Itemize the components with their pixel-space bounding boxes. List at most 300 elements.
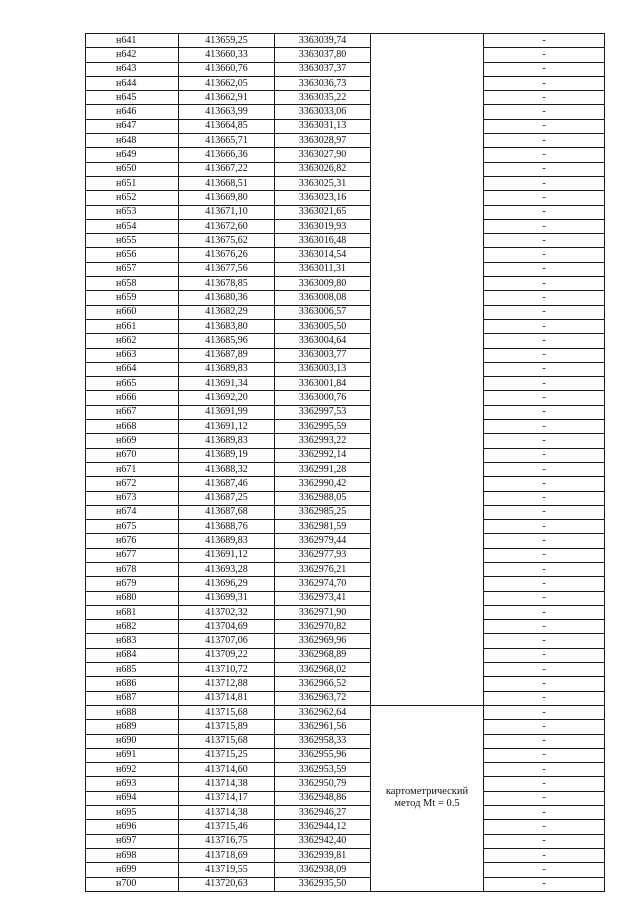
table-row — [86, 334, 605, 348]
point-name-cell: н646 — [86, 105, 179, 119]
y-coordinate-cell: 3362985,25 — [275, 505, 371, 519]
x-coordinate-cell: 413716,75 — [179, 834, 275, 848]
point-name-cell: н667 — [86, 405, 179, 419]
error-value-cell: - — [484, 391, 605, 405]
y-coordinate-cell: 3363014,54 — [275, 248, 371, 262]
method-cell — [371, 705, 484, 891]
method-cell — [371, 34, 484, 706]
x-coordinate-cell: 413680,36 — [179, 291, 275, 305]
x-coordinate-cell: 413663,99 — [179, 105, 275, 119]
error-value-cell: - — [484, 748, 605, 762]
y-coordinate-cell: 3363019,93 — [275, 219, 371, 233]
table-row — [86, 548, 605, 562]
error-value-cell: - — [484, 219, 605, 233]
y-coordinate-cell: 3363027,90 — [275, 148, 371, 162]
table-row — [86, 663, 605, 677]
table-row — [86, 291, 605, 305]
error-value-cell: - — [484, 205, 605, 219]
error-value-cell: - — [484, 777, 605, 791]
y-coordinate-cell: 3363003,77 — [275, 348, 371, 362]
y-coordinate-cell: 3363039,74 — [275, 34, 371, 48]
y-coordinate-cell: 3362979,44 — [275, 534, 371, 548]
x-coordinate-cell: 413671,10 — [179, 205, 275, 219]
y-coordinate-cell: 3362944,12 — [275, 820, 371, 834]
error-value-cell: - — [484, 105, 605, 119]
error-value-cell: - — [484, 119, 605, 133]
y-coordinate-cell: 3363006,57 — [275, 305, 371, 319]
point-name-cell: н689 — [86, 720, 179, 734]
x-coordinate-cell: 413685,96 — [179, 334, 275, 348]
point-name-cell: н671 — [86, 462, 179, 476]
x-coordinate-cell: 413714,38 — [179, 777, 275, 791]
x-coordinate-cell: 413707,06 — [179, 634, 275, 648]
table-row — [86, 391, 605, 405]
y-coordinate-cell: 3363009,80 — [275, 277, 371, 291]
x-coordinate-cell: 413714,81 — [179, 691, 275, 705]
table-row — [86, 691, 605, 705]
x-coordinate-cell: 413704,69 — [179, 620, 275, 634]
x-coordinate-cell: 413715,25 — [179, 748, 275, 762]
table-row — [86, 119, 605, 133]
point-name-cell: н651 — [86, 176, 179, 190]
x-coordinate-cell: 413715,68 — [179, 705, 275, 719]
y-coordinate-cell: 3362939,81 — [275, 848, 371, 862]
point-name-cell: н683 — [86, 634, 179, 648]
table-row — [86, 806, 605, 820]
table-row — [86, 505, 605, 519]
error-value-cell: - — [484, 820, 605, 834]
table-row — [86, 591, 605, 605]
error-value-cell: - — [484, 634, 605, 648]
error-value-cell: - — [484, 162, 605, 176]
y-coordinate-cell: 3362995,59 — [275, 420, 371, 434]
error-value-cell: - — [484, 291, 605, 305]
point-name-cell: н643 — [86, 62, 179, 76]
error-value-cell: - — [484, 677, 605, 691]
x-coordinate-cell: 413693,28 — [179, 562, 275, 576]
table-row — [86, 777, 605, 791]
x-coordinate-cell: 413714,38 — [179, 806, 275, 820]
error-value-cell: - — [484, 763, 605, 777]
y-coordinate-cell: 3363037,37 — [275, 62, 371, 76]
table-row — [86, 848, 605, 862]
x-coordinate-cell: 413719,55 — [179, 863, 275, 877]
point-name-cell: н697 — [86, 834, 179, 848]
point-name-cell: н661 — [86, 319, 179, 333]
x-coordinate-cell: 413687,46 — [179, 477, 275, 491]
table-row — [86, 362, 605, 376]
y-coordinate-cell: 3362942,40 — [275, 834, 371, 848]
x-coordinate-cell: 413660,76 — [179, 62, 275, 76]
table-row — [86, 434, 605, 448]
table-row — [86, 791, 605, 805]
x-coordinate-cell: 413712,88 — [179, 677, 275, 691]
y-coordinate-cell: 3362953,59 — [275, 763, 371, 777]
point-name-cell: н673 — [86, 491, 179, 505]
error-value-cell: - — [484, 362, 605, 376]
table-row — [86, 720, 605, 734]
error-value-cell: - — [484, 191, 605, 205]
y-coordinate-cell: 3362990,42 — [275, 477, 371, 491]
y-coordinate-cell: 3362991,28 — [275, 462, 371, 476]
error-value-cell: - — [484, 448, 605, 462]
error-value-cell: - — [484, 62, 605, 76]
x-coordinate-cell: 413710,72 — [179, 663, 275, 677]
x-coordinate-cell: 413688,32 — [179, 462, 275, 476]
table-row — [86, 448, 605, 462]
x-coordinate-cell: 413715,68 — [179, 734, 275, 748]
error-value-cell: - — [484, 834, 605, 848]
x-coordinate-cell: 413702,32 — [179, 605, 275, 619]
y-coordinate-cell: 3362948,86 — [275, 791, 371, 805]
x-coordinate-cell: 413677,56 — [179, 262, 275, 276]
point-name-cell: н668 — [86, 420, 179, 434]
x-coordinate-cell: 413691,12 — [179, 548, 275, 562]
table-row — [86, 48, 605, 62]
point-name-cell: н663 — [86, 348, 179, 362]
x-coordinate-cell: 413687,89 — [179, 348, 275, 362]
error-value-cell: - — [484, 491, 605, 505]
table-row — [86, 477, 605, 491]
error-value-cell: - — [484, 262, 605, 276]
y-coordinate-cell: 3363016,48 — [275, 234, 371, 248]
table-row — [86, 305, 605, 319]
table-row — [86, 820, 605, 834]
error-value-cell: - — [484, 534, 605, 548]
x-coordinate-cell: 413669,80 — [179, 191, 275, 205]
point-name-cell: н670 — [86, 448, 179, 462]
y-coordinate-cell: 3363036,73 — [275, 76, 371, 90]
y-coordinate-cell: 3362976,21 — [275, 562, 371, 576]
table-row — [86, 76, 605, 90]
error-value-cell: - — [484, 591, 605, 605]
x-coordinate-cell: 413709,22 — [179, 648, 275, 662]
table-row — [86, 34, 605, 48]
x-coordinate-cell: 413718,69 — [179, 848, 275, 862]
error-value-cell: - — [484, 734, 605, 748]
x-coordinate-cell: 413691,12 — [179, 420, 275, 434]
x-coordinate-cell: 413687,68 — [179, 505, 275, 519]
point-name-cell: н645 — [86, 91, 179, 105]
point-name-cell: н675 — [86, 520, 179, 534]
point-name-cell: н644 — [86, 76, 179, 90]
y-coordinate-cell: 3362992,14 — [275, 448, 371, 462]
point-name-cell: н648 — [86, 134, 179, 148]
point-name-cell: н652 — [86, 191, 179, 205]
y-coordinate-cell: 3362958,33 — [275, 734, 371, 748]
x-coordinate-cell: 413687,25 — [179, 491, 275, 505]
table-row — [86, 877, 605, 891]
x-coordinate-cell: 413678,85 — [179, 277, 275, 291]
table-row — [86, 634, 605, 648]
point-name-cell: н691 — [86, 748, 179, 762]
error-value-cell: - — [484, 176, 605, 190]
point-name-cell: н692 — [86, 763, 179, 777]
point-name-cell: н690 — [86, 734, 179, 748]
table-row — [86, 462, 605, 476]
point-name-cell: н656 — [86, 248, 179, 262]
error-value-cell: - — [484, 562, 605, 576]
y-coordinate-cell: 3363001,84 — [275, 377, 371, 391]
table-row — [86, 620, 605, 634]
error-value-cell: - — [484, 405, 605, 419]
point-name-cell: н688 — [86, 705, 179, 719]
y-coordinate-cell: 3362962,64 — [275, 705, 371, 719]
x-coordinate-cell: 413662,91 — [179, 91, 275, 105]
point-name-cell: н682 — [86, 620, 179, 634]
y-coordinate-cell: 3363031,13 — [275, 119, 371, 133]
table-row — [86, 234, 605, 248]
point-name-cell: н693 — [86, 777, 179, 791]
y-coordinate-cell: 3362974,70 — [275, 577, 371, 591]
x-coordinate-cell: 413691,34 — [179, 377, 275, 391]
table-row — [86, 763, 605, 777]
x-coordinate-cell: 413689,19 — [179, 448, 275, 462]
y-coordinate-cell: 3363028,97 — [275, 134, 371, 148]
table-row — [86, 205, 605, 219]
error-value-cell: - — [484, 620, 605, 634]
y-coordinate-cell: 3362955,96 — [275, 748, 371, 762]
table-row — [86, 105, 605, 119]
point-name-cell: н700 — [86, 877, 179, 891]
table-row — [86, 377, 605, 391]
error-value-cell: - — [484, 863, 605, 877]
error-value-cell: - — [484, 48, 605, 62]
point-name-cell: н672 — [86, 477, 179, 491]
coordinates-table — [85, 33, 605, 892]
error-value-cell: - — [484, 277, 605, 291]
y-coordinate-cell: 3362968,89 — [275, 648, 371, 662]
point-name-cell: н659 — [86, 291, 179, 305]
y-coordinate-cell: 3363004,64 — [275, 334, 371, 348]
table-row — [86, 491, 605, 505]
table-row — [86, 677, 605, 691]
point-name-cell: н665 — [86, 377, 179, 391]
point-name-cell: н679 — [86, 577, 179, 591]
error-value-cell: - — [484, 791, 605, 805]
error-value-cell: - — [484, 334, 605, 348]
table-row — [86, 191, 605, 205]
y-coordinate-cell: 3362961,56 — [275, 720, 371, 734]
y-coordinate-cell: 3362977,93 — [275, 548, 371, 562]
y-coordinate-cell: 3363000,76 — [275, 391, 371, 405]
x-coordinate-cell: 413699,31 — [179, 591, 275, 605]
table-row — [86, 162, 605, 176]
point-name-cell: н657 — [86, 262, 179, 276]
x-coordinate-cell: 413696,29 — [179, 577, 275, 591]
error-value-cell: - — [484, 720, 605, 734]
point-name-cell: н678 — [86, 562, 179, 576]
point-name-cell: н677 — [86, 548, 179, 562]
y-coordinate-cell: 3362968,02 — [275, 663, 371, 677]
table-row — [86, 277, 605, 291]
error-value-cell: - — [484, 234, 605, 248]
table-row — [86, 319, 605, 333]
method-label-line-1: картометрический — [385, 786, 469, 798]
x-coordinate-cell: 413720,63 — [179, 877, 275, 891]
y-coordinate-cell: 3362997,53 — [275, 405, 371, 419]
point-name-cell: н655 — [86, 234, 179, 248]
error-value-cell: - — [484, 248, 605, 262]
table-row — [86, 520, 605, 534]
x-coordinate-cell: 413659,25 — [179, 34, 275, 48]
x-coordinate-cell: 413675,62 — [179, 234, 275, 248]
error-value-cell: - — [484, 348, 605, 362]
error-value-cell: - — [484, 148, 605, 162]
error-value-cell: - — [484, 577, 605, 591]
error-value-cell: - — [484, 520, 605, 534]
point-name-cell: н698 — [86, 848, 179, 862]
point-name-cell: н658 — [86, 277, 179, 291]
point-name-cell: н699 — [86, 863, 179, 877]
table-row — [86, 605, 605, 619]
error-value-cell: - — [484, 305, 605, 319]
table-row — [86, 262, 605, 276]
y-coordinate-cell: 3362946,27 — [275, 806, 371, 820]
point-name-cell: н647 — [86, 119, 179, 133]
x-coordinate-cell: 413672,60 — [179, 219, 275, 233]
table-row — [86, 705, 605, 719]
point-name-cell: н641 — [86, 34, 179, 48]
point-name-cell: н662 — [86, 334, 179, 348]
error-value-cell: - — [484, 76, 605, 90]
y-coordinate-cell: 3362970,82 — [275, 620, 371, 634]
x-coordinate-cell: 413682,29 — [179, 305, 275, 319]
table-row — [86, 91, 605, 105]
y-coordinate-cell: 3362981,59 — [275, 520, 371, 534]
x-coordinate-cell: 413662,05 — [179, 76, 275, 90]
point-name-cell: н666 — [86, 391, 179, 405]
table-row — [86, 534, 605, 548]
y-coordinate-cell: 3362966,52 — [275, 677, 371, 691]
point-name-cell: н680 — [86, 591, 179, 605]
table-row — [86, 734, 605, 748]
error-value-cell: - — [484, 548, 605, 562]
table-row — [86, 863, 605, 877]
point-name-cell: н650 — [86, 162, 179, 176]
y-coordinate-cell: 3362950,79 — [275, 777, 371, 791]
error-value-cell: - — [484, 848, 605, 862]
table-row — [86, 348, 605, 362]
y-coordinate-cell: 3362969,96 — [275, 634, 371, 648]
y-coordinate-cell: 3363035,22 — [275, 91, 371, 105]
error-value-cell: - — [484, 420, 605, 434]
x-coordinate-cell: 413667,22 — [179, 162, 275, 176]
point-name-cell: н684 — [86, 648, 179, 662]
x-coordinate-cell: 413688,76 — [179, 520, 275, 534]
table-row — [86, 219, 605, 233]
y-coordinate-cell: 3362971,90 — [275, 605, 371, 619]
point-name-cell: н674 — [86, 505, 179, 519]
error-value-cell: - — [484, 877, 605, 891]
table-row — [86, 748, 605, 762]
table-row — [86, 648, 605, 662]
point-name-cell: н649 — [86, 148, 179, 162]
error-value-cell: - — [484, 91, 605, 105]
x-coordinate-cell: 413689,83 — [179, 534, 275, 548]
error-value-cell: - — [484, 377, 605, 391]
x-coordinate-cell: 413715,46 — [179, 820, 275, 834]
table-row — [86, 834, 605, 848]
point-name-cell: н694 — [86, 791, 179, 805]
x-coordinate-cell: 413691,99 — [179, 405, 275, 419]
x-coordinate-cell: 413665,71 — [179, 134, 275, 148]
table-row — [86, 62, 605, 76]
x-coordinate-cell: 413683,80 — [179, 319, 275, 333]
y-coordinate-cell: 3362993,22 — [275, 434, 371, 448]
point-name-cell: н676 — [86, 534, 179, 548]
point-name-cell: н664 — [86, 362, 179, 376]
table-row — [86, 562, 605, 576]
y-coordinate-cell: 3363037,80 — [275, 48, 371, 62]
y-coordinate-cell: 3363026,82 — [275, 162, 371, 176]
x-coordinate-cell: 413664,85 — [179, 119, 275, 133]
point-name-cell: н669 — [86, 434, 179, 448]
table-row — [86, 134, 605, 148]
table-row — [86, 577, 605, 591]
x-coordinate-cell: 413668,51 — [179, 176, 275, 190]
error-value-cell: - — [484, 663, 605, 677]
error-value-cell: - — [484, 806, 605, 820]
point-name-cell: н687 — [86, 691, 179, 705]
y-coordinate-cell: 3363011,31 — [275, 262, 371, 276]
x-coordinate-cell: 413715,89 — [179, 720, 275, 734]
x-coordinate-cell: 413714,60 — [179, 763, 275, 777]
error-value-cell: - — [484, 434, 605, 448]
y-coordinate-cell: 3363033,06 — [275, 105, 371, 119]
error-value-cell: - — [484, 319, 605, 333]
error-value-cell: - — [484, 605, 605, 619]
point-name-cell: н681 — [86, 605, 179, 619]
error-value-cell: - — [484, 648, 605, 662]
point-name-cell: н686 — [86, 677, 179, 691]
x-coordinate-cell: 413660,33 — [179, 48, 275, 62]
point-name-cell: н653 — [86, 205, 179, 219]
table-row — [86, 176, 605, 190]
point-name-cell: н685 — [86, 663, 179, 677]
y-coordinate-cell: 3362988,05 — [275, 491, 371, 505]
point-name-cell: н654 — [86, 219, 179, 233]
x-coordinate-cell: 413714,17 — [179, 791, 275, 805]
error-value-cell: - — [484, 34, 605, 48]
coordinates-table-body — [86, 34, 605, 892]
x-coordinate-cell: 413689,83 — [179, 434, 275, 448]
point-name-cell: н642 — [86, 48, 179, 62]
point-name-cell: н660 — [86, 305, 179, 319]
x-coordinate-cell: 413666,36 — [179, 148, 275, 162]
x-coordinate-cell: 413676,26 — [179, 248, 275, 262]
error-value-cell: - — [484, 477, 605, 491]
x-coordinate-cell: 413692,20 — [179, 391, 275, 405]
y-coordinate-cell: 3363021,65 — [275, 205, 371, 219]
y-coordinate-cell: 3362935,50 — [275, 877, 371, 891]
method-label-line-2: метод Mt = 0.5 — [394, 798, 460, 810]
table-row — [86, 148, 605, 162]
y-coordinate-cell: 3363008,08 — [275, 291, 371, 305]
y-coordinate-cell: 3362963,72 — [275, 691, 371, 705]
point-name-cell: н696 — [86, 820, 179, 834]
error-value-cell: - — [484, 705, 605, 719]
y-coordinate-cell: 3362973,41 — [275, 591, 371, 605]
y-coordinate-cell: 3362938,09 — [275, 863, 371, 877]
table-row — [86, 405, 605, 419]
error-value-cell: - — [484, 134, 605, 148]
y-coordinate-cell: 3363025,31 — [275, 176, 371, 190]
y-coordinate-cell: 3363003,13 — [275, 362, 371, 376]
error-value-cell: - — [484, 505, 605, 519]
error-value-cell: - — [484, 462, 605, 476]
error-value-cell: - — [484, 691, 605, 705]
